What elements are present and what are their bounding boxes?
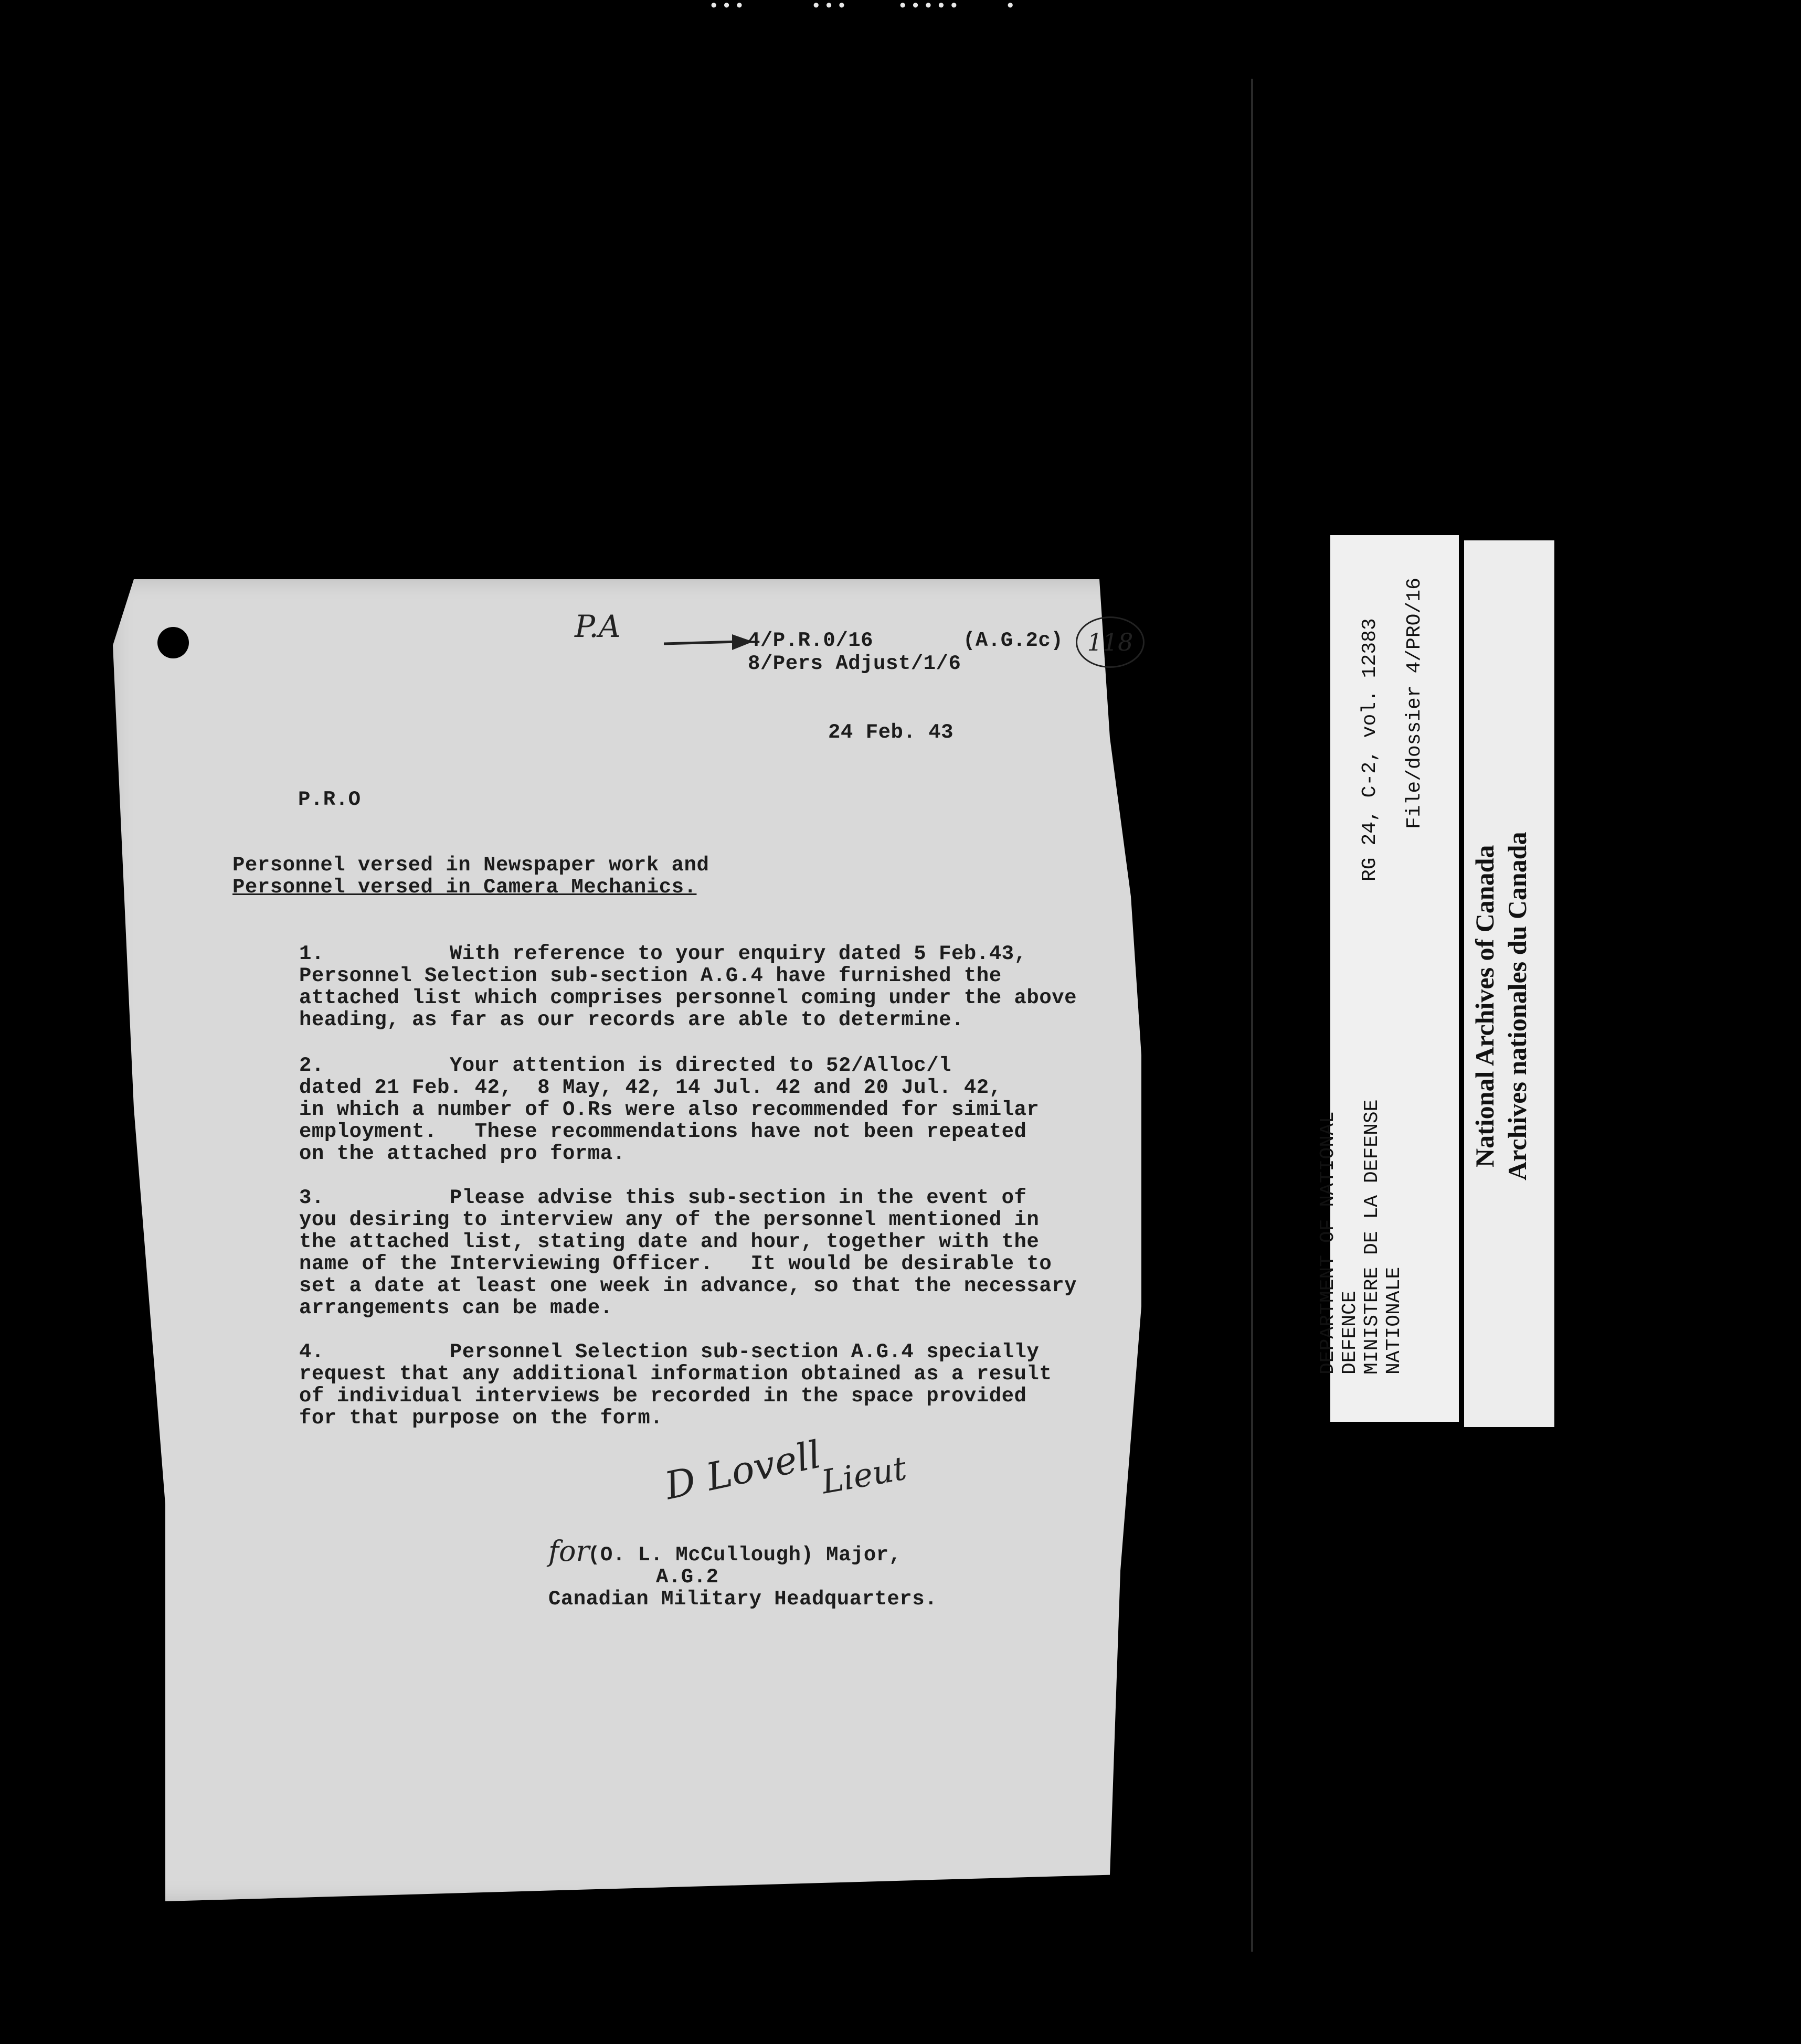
for-mark: for xyxy=(548,1535,590,1568)
subject-line-1: Personnel versed in Newspaper work and xyxy=(232,854,709,877)
film-edge-marks: ••• ••• ••••• • xyxy=(708,0,1018,17)
signature-rank: Lieut xyxy=(818,1449,909,1502)
archive-file: File/dossier 4/PRO/16 xyxy=(1403,578,1426,829)
reference-number-2: 8/Pers Adjust/1/6 xyxy=(748,652,961,675)
handwritten-pa: P.A xyxy=(575,609,621,644)
paragraph-3: 3. Please advise this sub-section in the event of you desiring to interview any of the personnel mentioned in the attached list, stating date and hour, together with the name of the Interviewing Officer. It would be desirable to set a date at least one week in advance, so that the necessary arrangements can be made. xyxy=(299,1186,1077,1319)
signatory-name: (O. L. McCullough) Major, xyxy=(588,1543,902,1567)
addressee: P.R.O xyxy=(298,788,361,811)
paragraph-4: 4. Personnel Selection sub-section A.G.4 specially request that any additional information obtained as a result of individual interviews be recorded in the space provided for that purpose on the form. xyxy=(299,1340,1052,1430)
dept-line-4: NATIONALE xyxy=(1383,1266,1405,1375)
archive-reference: RG 24, C-2, vol. 12383 xyxy=(1359,618,1381,881)
paragraph-1: 1. With reference to your enquiry dated 5 Feb.43, Personnel Selection sub-section A.G.4 have furnished the attached list which comprises personnel coming under the above heading, as far as our records are able to determine. xyxy=(299,942,1077,1031)
memo-date: 24 Feb. 43 xyxy=(828,721,954,744)
dept-line-3: MINISTERE DE LA DEFENSE xyxy=(1361,1099,1383,1375)
signatory-hq: Canadian Military Headquarters. xyxy=(548,1588,938,1611)
signatory-branch: A.G.2 xyxy=(656,1566,719,1589)
arrow-icon xyxy=(664,632,753,653)
signature: D Lovell xyxy=(661,1432,825,1508)
folio-number: 118 xyxy=(1076,616,1145,668)
reference-number: 4/P.R.0/16 xyxy=(748,629,874,652)
dept-line-2: DEFENCE xyxy=(1339,1291,1361,1375)
punch-hole xyxy=(157,627,189,658)
frame-divider xyxy=(1251,79,1253,1952)
archives-name-en: National Archives of Canada xyxy=(1470,845,1499,1167)
paragraph-2: 2. Your attention is directed to 52/Alloc/l dated 21 Feb. 42, 8 May, 42, 14 Jul. 42 and 20 Jul. 42, in which a number of O.Rs were also recommended for similar employment. These recommendations have not been repeated on the attached pro forma. xyxy=(299,1054,1040,1165)
subject-line-2: Personnel versed in Camera Mechanics. xyxy=(232,876,697,899)
reference-code: (A.G.2c) xyxy=(963,629,1064,652)
dept-line-1: DEPARTMENT OF NATIONAL xyxy=(1317,1111,1339,1375)
archives-name-fr: Archives nationales du Canada xyxy=(1502,832,1532,1180)
